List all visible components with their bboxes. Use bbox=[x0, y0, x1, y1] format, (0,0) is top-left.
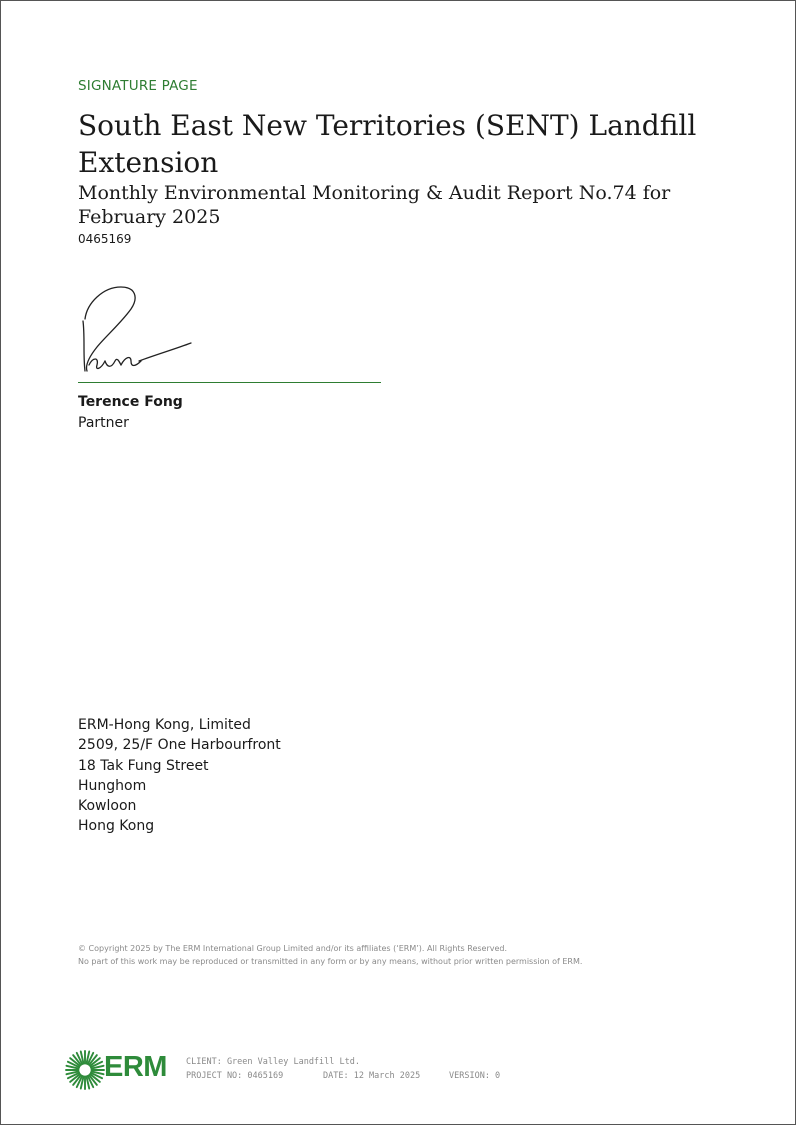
signature-line bbox=[78, 382, 381, 383]
handwritten-signature bbox=[75, 281, 205, 376]
footer-version: VERSION: 0 bbox=[449, 1071, 501, 1081]
project-number: 0465169 bbox=[78, 232, 132, 246]
document-subtitle: Monthly Environmental Monitoring & Audit Report No.74 for February 2025 bbox=[78, 182, 671, 228]
address-line: Hong Kong bbox=[78, 818, 155, 835]
signatory-title: Partner bbox=[78, 415, 129, 431]
address-line: Hunghom bbox=[78, 777, 147, 794]
address-line: 18 Tak Fung Street bbox=[78, 757, 209, 774]
document-title: South East New Territories (SENT) Landfill Extension bbox=[78, 109, 697, 179]
copyright-notice bbox=[78, 943, 582, 968]
erm-logo-icon bbox=[65, 1050, 105, 1090]
address-line: ERM-Hong Kong, Limited bbox=[78, 717, 251, 733]
copyright-line: © Copyright 2025 by The ERM International Group Limited and/or its affiliates (‘ERM’). All Rights Reserved. bbox=[78, 944, 508, 953]
signatory-name: Terence Fong bbox=[78, 394, 183, 410]
address-line: Kowloon bbox=[78, 798, 137, 815]
footer-project-no: PROJECT NO: 0465169 bbox=[186, 1071, 284, 1081]
address-line: 2509, 25/F One Harbourfront bbox=[78, 737, 281, 754]
copyright-disclaimer: No part of this work may be reproduced or transmitted in any form or by any means, without prior written permission of ERM. bbox=[78, 956, 583, 966]
section-label: SIGNATURE PAGE bbox=[78, 78, 198, 94]
erm-logo-text: ERM bbox=[104, 1051, 167, 1083]
address-block bbox=[78, 715, 281, 837]
footer-client: CLIENT: Green Valley Landfill Ltd. bbox=[186, 1057, 360, 1067]
footer-date: DATE: 12 March 2025 bbox=[323, 1071, 421, 1081]
